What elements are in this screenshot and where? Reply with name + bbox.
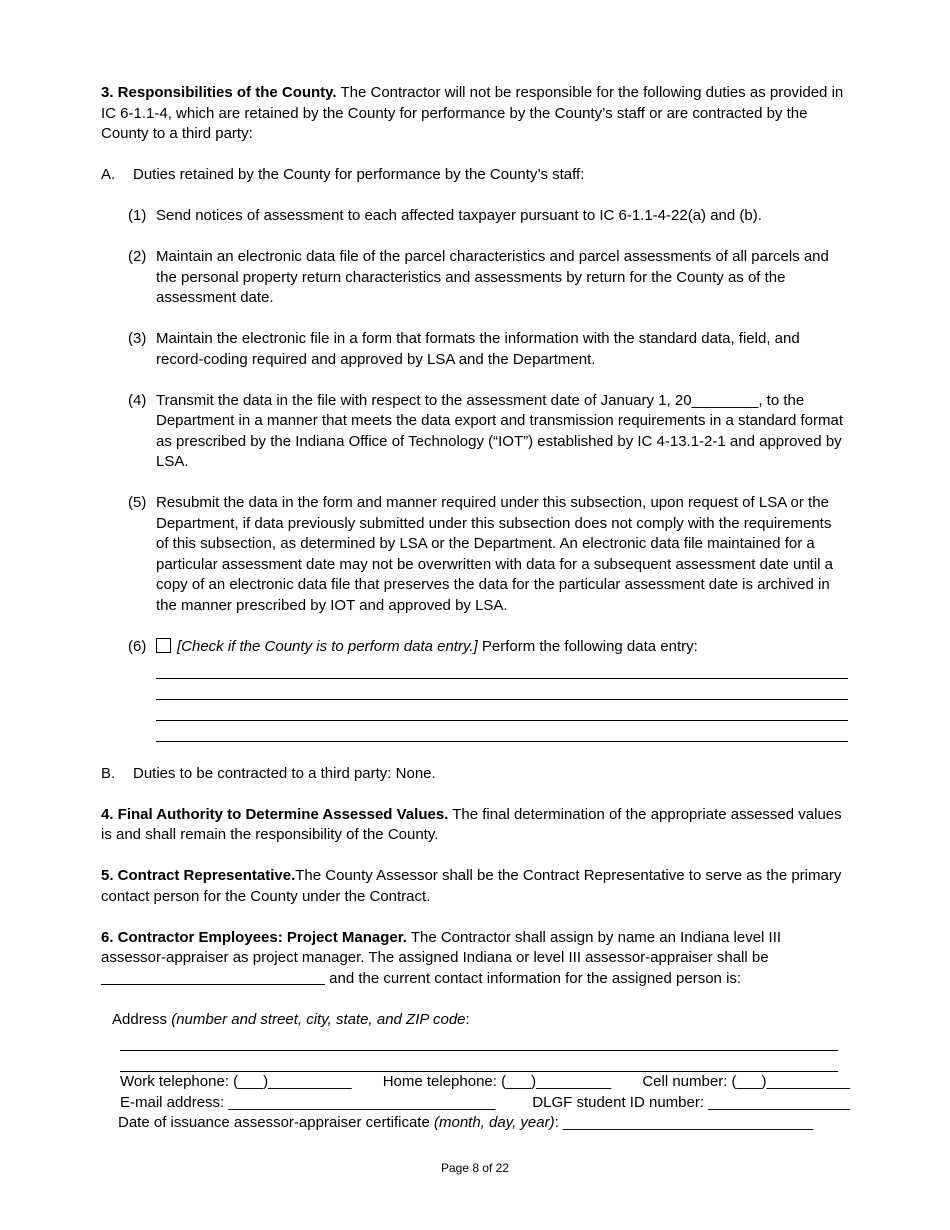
item-text-rest: Perform the following data entry: (477, 637, 698, 655)
dlgf-id-field[interactable]: DLGF student ID number: _________________ (532, 1093, 850, 1111)
subsection-a-text: Duties retained by the County for performance by the County’s staff: (133, 166, 585, 183)
certificate-label: Date of issuance assessor-appraiser certificate (118, 1114, 434, 1131)
item-text-after: , to the Department in a manner that meets the data export and transmission requirements in a standard format as prescribed by the Indiana Office of Technology (“IOT”) established by IC 4-13.1-2-1 and approved by LSA. (156, 391, 844, 470)
item-text (156, 637, 846, 658)
address-line (112, 1010, 846, 1031)
item-number: (6) (128, 637, 147, 655)
certificate-date-field[interactable]: : ______________________________ (554, 1114, 814, 1131)
list-item (128, 329, 846, 370)
subsection-b-text: Duties to be contracted to a third party: None. (133, 764, 436, 782)
email-field[interactable]: E-mail address: ________________________________ (120, 1093, 496, 1111)
section-6 (101, 928, 846, 990)
item-number: (1) (128, 207, 147, 224)
item-text: Maintain an electronic data file of the parcel characteristics and parcel assessments of all parcels and the personal property return characteristics and assessments by return for the County as of the assessment date. (156, 248, 829, 306)
section-5 (101, 866, 846, 907)
item-text: Send notices of assessment to each affected taxpayer pursuant to IC 6-1.1-4-22(a) and (b). (156, 207, 762, 224)
address-blank-line[interactable] (120, 1030, 838, 1051)
year-blank[interactable]: ________ (691, 391, 759, 409)
project-manager-name-blank[interactable] (101, 969, 325, 985)
blank-line[interactable] (156, 679, 848, 700)
list-item (128, 637, 846, 658)
section-4-text: The final determination of the appropriate assessed values is and shall remain the responsibility of the County. (101, 805, 842, 843)
address-hint: (number and street, city, state, and ZIP code (171, 1010, 466, 1028)
subsection-b-label: B. (101, 764, 116, 782)
section-6-text: The Contractor shall assign by name an Indiana level III assessor-appraiser as project manager. The assigned Indiana or level III assessor-appraiser shall be (101, 928, 782, 966)
document-page (101, 83, 850, 1134)
item-text: Maintain the electronic file in a form that formats the information with the standard data, field, and record-coding required and approved by LSA and the Department. (156, 330, 800, 368)
work-telephone-field[interactable]: Work telephone: (___)__________ (120, 1073, 352, 1090)
section-6-text-after: and the current contact information for the assigned person is: (325, 969, 742, 987)
item-text: Resubmit the data in the form and manner required under this subsection, upon request of LSA or the Department, if data previously submitted under this subsection does not comply with the requirements of this subsection, as determined by LSA or the Department. An electronic data file maintained for a particular assessment date may not be overwritten with data for a subsequent assessment date until a copy of an electronic data file that preserves the data for the particular assessment date is archived in the manner prescribed by IOT and approved by LSA. (156, 494, 834, 614)
blank-line[interactable] (156, 721, 848, 742)
item-text-before: Transmit the data in the file with respect to the assessment date of January 1, 20 (156, 391, 692, 409)
address-label: Address (112, 1010, 172, 1028)
address-blank-line[interactable] (120, 1051, 838, 1072)
section-3-text: The Contractor will not be responsible for the following duties as provided in IC 6-1.1-4, which are retained by the County for performance by the County’s staff or are contracted by the County to a third party: (101, 84, 844, 142)
list-item (128, 493, 846, 616)
certificate-hint: (month, day, year) (433, 1114, 555, 1131)
item-number: (3) (128, 330, 147, 347)
section-5-text: The County Assessor shall be the Contract Representative to serve as the primary contact person for the County under the Contract. (101, 867, 842, 905)
checkbox-instruction: [Check if the County is to perform data entry.] (177, 637, 478, 655)
item-number: (4) (128, 391, 147, 409)
item-number: (5) (128, 494, 147, 511)
phone-row (120, 1072, 850, 1093)
home-telephone-field[interactable]: Home telephone: (___)_________ (382, 1073, 612, 1090)
list-item (128, 206, 846, 227)
blank-line[interactable] (156, 658, 848, 679)
address-colon: : (465, 1010, 470, 1028)
contact-information (112, 1010, 850, 1134)
data-entry-lines[interactable] (156, 658, 848, 742)
section-3-heading: 3. Responsibilities of the County. (101, 84, 337, 101)
item-text (156, 391, 846, 473)
section-5-heading: 5. Contract Representative. (101, 867, 296, 884)
section-3 (101, 83, 846, 145)
list-item (128, 247, 846, 309)
section-4 (101, 805, 846, 846)
section-6-heading: 6. Contractor Employees: Project Manager. (101, 928, 407, 946)
blank-line[interactable] (156, 700, 848, 721)
subsection-a-label: A. (101, 166, 116, 183)
cell-number-field[interactable]: Cell number: (___)__________ (642, 1073, 850, 1090)
certificate-date-row (118, 1113, 846, 1134)
section-4-heading: 4. Final Authority to Determine Assessed Values. (101, 805, 449, 823)
item-number: (2) (128, 248, 147, 265)
data-entry-checkbox[interactable] (156, 638, 171, 653)
page-number: Page 8 of 22 (440, 1161, 510, 1175)
subsection-b (101, 764, 846, 785)
list-item (128, 391, 846, 473)
subsection-a (101, 165, 846, 186)
email-row (120, 1093, 850, 1114)
